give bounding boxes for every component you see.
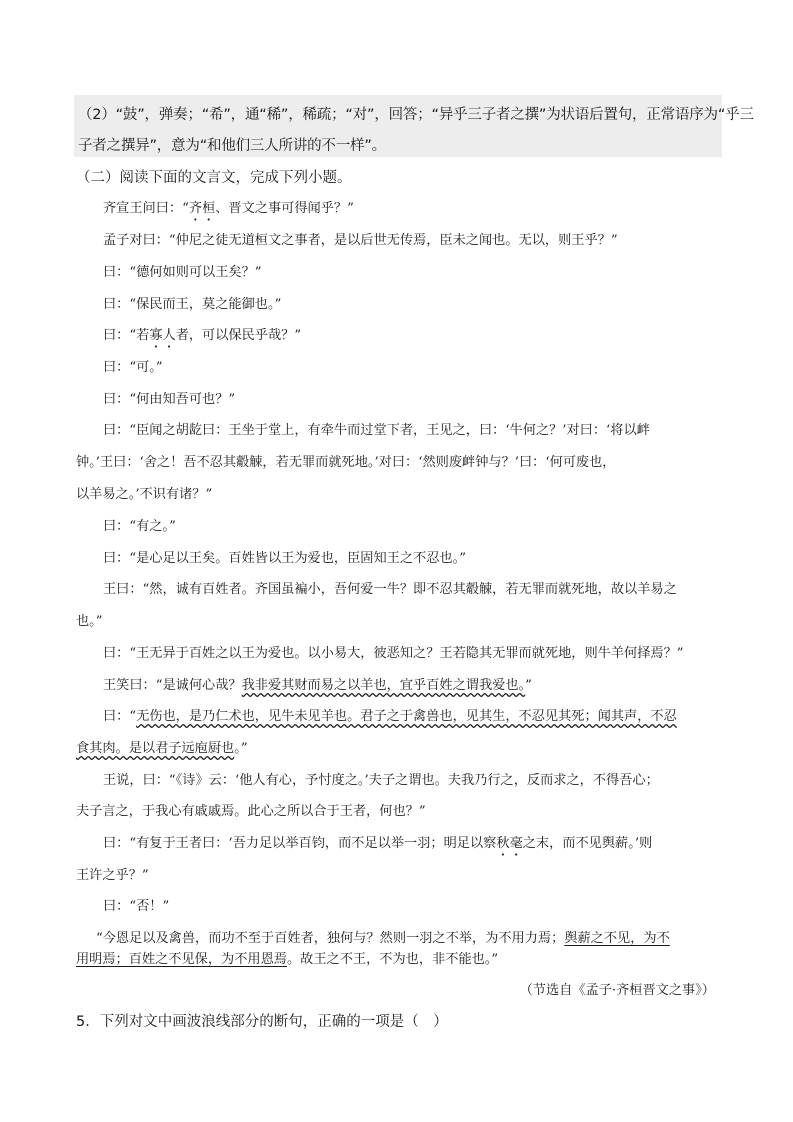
text: 、晋文之事可得闻乎？”: [215, 201, 354, 216]
dotted-char: 人: [162, 328, 176, 343]
passage-source: （节选自《孟子·齐桓晋文之事》）: [519, 983, 715, 998]
text: 之末，而不见舆薪。’则: [522, 836, 653, 851]
wavy-underlined-text: 无伤也，是乃仁术也，见牛未见羊也。君子之于禽兽也，见其生，不忍见其死；闻其声，不忍: [136, 709, 677, 724]
passage-para-15-line-2: 夫子言之，于我心有戚戚焉。此心之所以合于王者，何也？”: [76, 804, 426, 819]
text: ”: [525, 678, 532, 693]
wavy-underlined-text: 食其肉。是以君子远庖厨也: [76, 741, 235, 756]
dotted-char: 齐: [188, 201, 203, 216]
wavy-underlined-text: 我非爱其财而易之以羊也，宜乎百姓之谓我爱也。: [241, 678, 526, 693]
text: 。故王之不王，不为也，非不能也。”: [287, 952, 499, 967]
annotation-line-1: （2）“鼓”，弹奏；“希”，通“稀”，稀疏；“对”，回答；“异乎三子者之撰”为状语后置句，正常语序为“乎三: [78, 107, 754, 123]
text: “今恩足以及禽兽，而功不至于百姓者，独何与？然则一羽之不举，为不用力焉；: [96, 931, 565, 946]
annotation-line-2: 子者之撰异”，意为“和他们三人所讲的不一样”。: [78, 138, 386, 154]
passage-para-11-line-2: 也。”: [76, 614, 103, 629]
text: 者，可以保民乎哉？”: [175, 328, 302, 343]
passage-para-11-line-1: 王曰：“然，诚有百姓者。齐国虽褊小，吾何爱一牛？即不忍其觳觫，若无罪而就死地，故以羊易之: [103, 582, 677, 597]
text: 齐宣王问曰：“: [103, 201, 189, 216]
passage-para-8-line-1: 曰：“臣闻之胡龁曰：王坐于堂上，有牵牛而过堂下者，王见之，曰：‘牛何之？’对曰：‘将以衅: [103, 423, 650, 438]
passage-para-16-line-1: [103, 832, 652, 851]
passage-para-13: [103, 674, 532, 693]
passage-para-5: [103, 324, 301, 343]
passage-para-3: 曰：“德何如则可以王矣？”: [103, 265, 262, 280]
text: 曰：“: [103, 709, 137, 724]
underlined-text: 用明焉；百姓之不见保，为不用恩焉: [76, 952, 287, 967]
passage-para-8-line-3: 以羊易之。’不识有诸？”: [76, 487, 213, 502]
passage-para-8-line-2: 钟。’王曰：‘舍之！吾不忍其觳觫，若无罪而就死地。’对曰：‘然则废衅钟与？’曰：‘何可废也，: [76, 455, 616, 470]
passage-para-1: [103, 197, 354, 216]
passage-para-14-line-1: [103, 705, 677, 724]
passage-para-9: 曰：“有之。”: [103, 519, 176, 534]
dotted-char: 寡: [149, 328, 163, 343]
dotted-char: 桓: [202, 201, 216, 216]
underlined-text: 舆薪之不见，为不: [564, 931, 670, 946]
passage-para-17: 曰：“否！”: [103, 899, 170, 914]
section-heading: （二）阅读下面的文言文，完成下列小题。: [76, 170, 352, 186]
passage-para-10: 曰：“是心足以王矣。百姓皆以王为爱也，臣固知王之不忍也。”: [103, 551, 466, 566]
passage-para-18-line-1: [96, 927, 670, 946]
passage-para-18-line-2: [76, 948, 498, 967]
passage-para-4: 曰：“保民而王，莫之能御也。”: [103, 297, 282, 312]
passage-para-7: 曰：“何由知吾可也？”: [103, 392, 236, 407]
dotted-char: 秋: [496, 836, 510, 851]
passage-para-12: 曰：“王无异于百姓之以王为爱也。以小易大，彼恶知之？王若隐其无罪而就死地，则牛羊何择焉？”: [103, 646, 684, 661]
question-5: 5．下列对文中画波浪线部分的断句，正确的一项是（ ）: [76, 1014, 448, 1030]
passage-para-14-line-2: [76, 737, 248, 756]
text: 。”: [234, 741, 248, 756]
passage-para-2: 孟子对曰：“仲尼之徒无道桓文之事者，是以后世无传焉，臣未之闻也。无以，则王乎？”: [103, 233, 618, 248]
dotted-char: 毫: [509, 836, 523, 851]
text: 王笑曰：“是诚何心哉？: [103, 678, 242, 693]
text: 曰：“有复于王者曰：‘吾力足以举百钧，而不足以举一羽；明足以察: [103, 836, 497, 851]
passage-para-15-line-1: 王说，曰：“《诗》云：‘他人有心，予忖度之。’夫子之谓也。夫我乃行之，反而求之，不得吾心；: [103, 773, 659, 788]
text: 曰：“若: [103, 328, 150, 343]
passage-para-16-line-2: 王许之乎？”: [76, 868, 149, 883]
passage-para-6: 曰：“可。”: [103, 360, 163, 375]
